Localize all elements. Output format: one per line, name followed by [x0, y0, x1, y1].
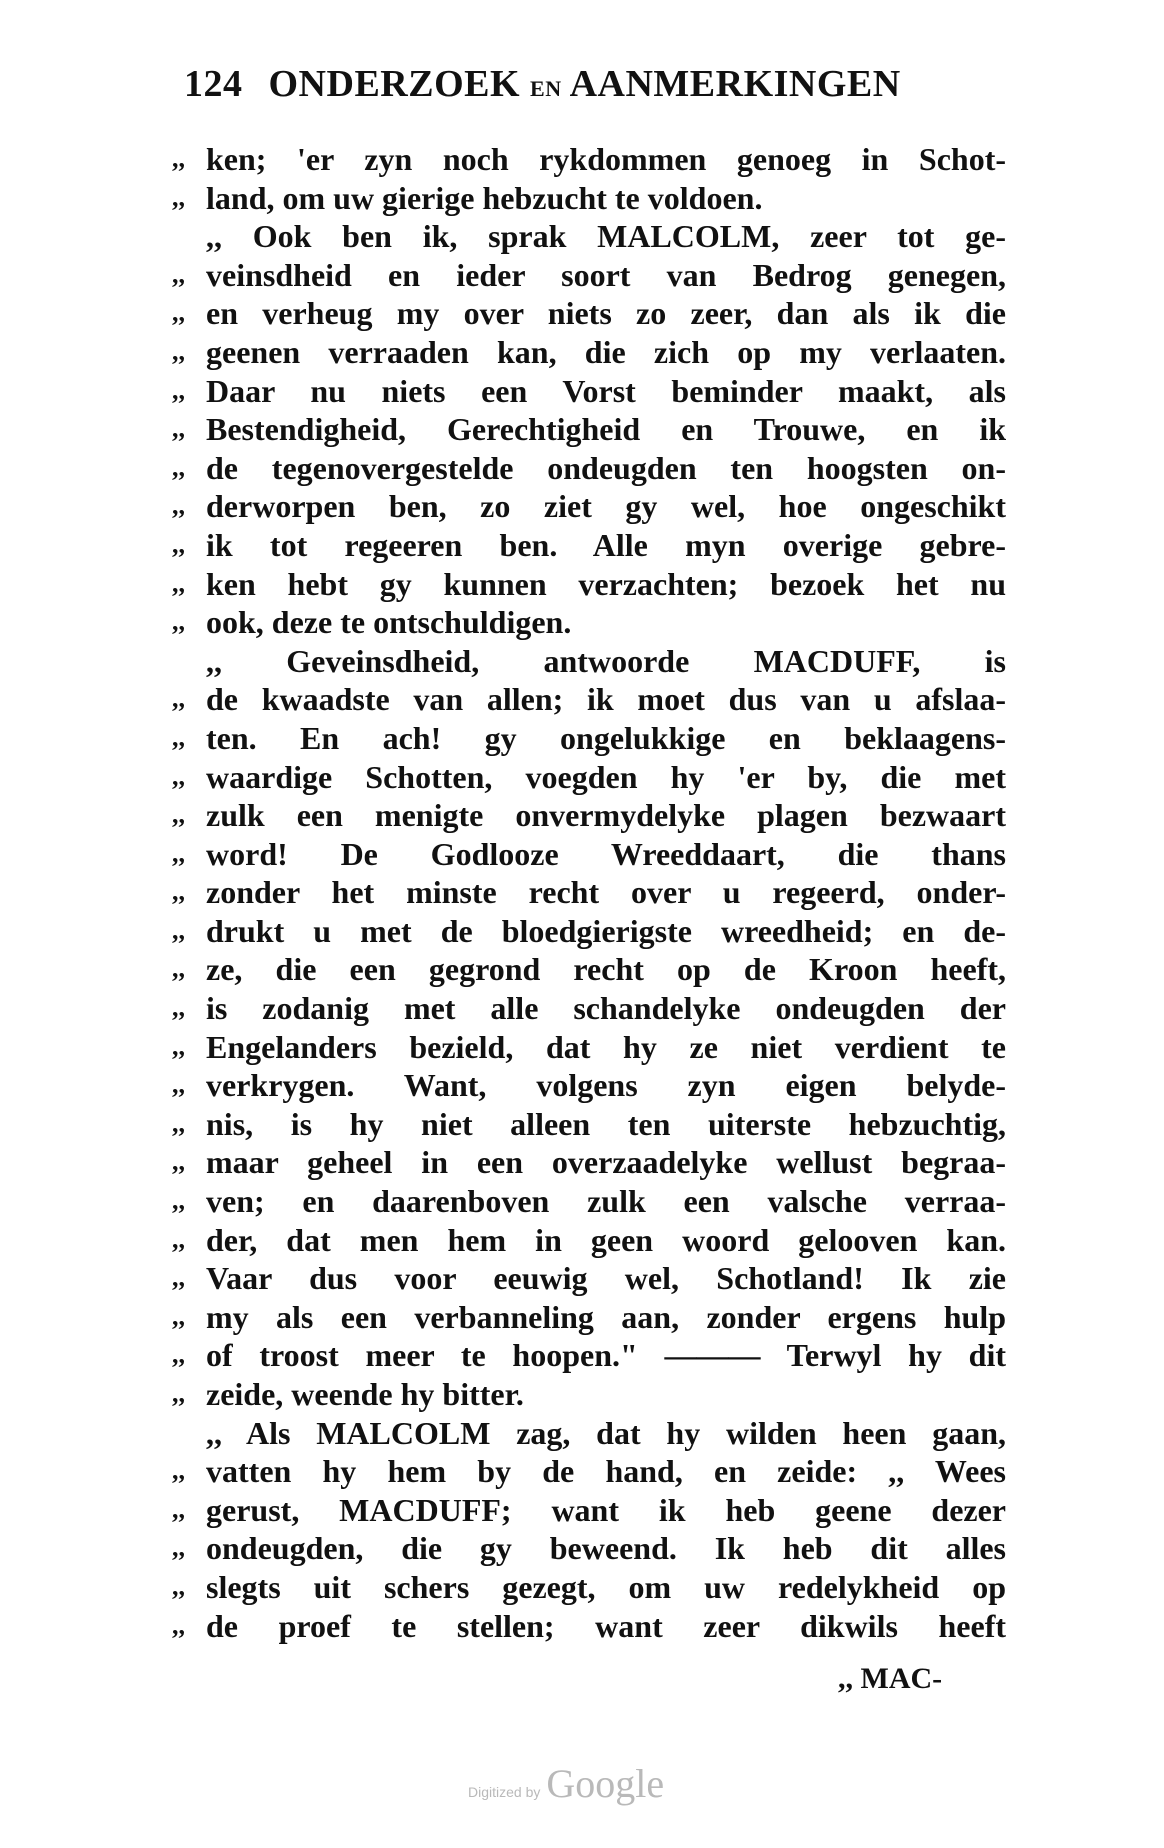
text-line [172, 1066, 1008, 1105]
text-line [172, 950, 1008, 989]
line-text: en verheug my over niets zo zeer, dan als ik die [206, 295, 1006, 332]
text-line [172, 680, 1008, 719]
quote-mark: ,, [172, 452, 185, 482]
line-text: ken hebt gy kunnen verzachten; bezoek het nu [206, 565, 1006, 602]
quote-mark: ,, [172, 1147, 185, 1177]
text-line [172, 1375, 1008, 1414]
text-line [172, 410, 1008, 449]
text-line [172, 912, 1008, 951]
line-text: my als een verbanneling aan, zonder ergens hulp [206, 1298, 1006, 1335]
quote-mark: ,, [172, 375, 185, 405]
running-title-part1: ONDERZOEK [268, 63, 521, 105]
line-text: gerust, MACDUFF; want ik heb geene dezer [206, 1491, 1006, 1528]
quote-mark: ,, [172, 529, 185, 559]
quote-mark: ,, [172, 838, 185, 868]
line-text: Daar nu niets een Vorst beminder maakt, als [206, 372, 1006, 409]
text-line [172, 565, 1008, 604]
text-line [172, 1529, 1008, 1568]
quote-mark: ,, [172, 491, 185, 521]
text-line [172, 1182, 1008, 1221]
text-line [172, 873, 1008, 912]
quote-mark: ,, [172, 182, 185, 212]
running-title-conjunction: EN [530, 76, 562, 101]
quote-mark: ,, [172, 1379, 185, 1408]
line-text: drukt u met de bloedgierigste wreedheid; en de- [206, 912, 1006, 949]
text-line [172, 140, 1008, 179]
quote-mark: ,, [172, 954, 185, 984]
text-line [172, 1259, 1008, 1298]
line-text: derworpen ben, zo ziet gy wel, hoe ongeschikt [206, 488, 1006, 525]
quote-mark: ,, [172, 915, 185, 945]
quote-mark: ,, [172, 1263, 185, 1293]
line-text: land, om uw gierige hebzucht te voldoen. [206, 179, 763, 216]
text-line [172, 758, 1008, 797]
line-text: zulk een menigte onvermydelyke plagen bezwaart [206, 797, 1006, 834]
line-text: Vaar dus voor eeuwig wel, Schotland! Ik zie [206, 1260, 1006, 1297]
text-line [172, 1452, 1008, 1491]
line-text: is zodanig met alle schandelyke ondeugden der [206, 990, 1006, 1027]
quote-mark: ,, [172, 761, 185, 791]
text-line [172, 526, 1008, 565]
line-text: nis, is hy niet alleen ten uiterste hebzuchtig, [206, 1105, 1006, 1142]
quote-mark: ,, [172, 1224, 185, 1254]
text-line [172, 835, 1008, 874]
quote-mark: ,, [172, 1610, 185, 1640]
line-text: ondeugden, die gy beweend. Ik heb dit alles [206, 1530, 1006, 1567]
text-line [172, 989, 1008, 1028]
line-text: ven; en daarenboven zulk een valsche verraa- [206, 1183, 1006, 1220]
text-line [172, 1298, 1008, 1337]
line-text: ook, deze te ontschuldigen. [206, 604, 572, 641]
page-number: 124 [184, 63, 243, 105]
quote-mark: ,, [172, 336, 185, 366]
line-text: ten. En ach! gy ongelukkige en beklaagens- [206, 719, 1006, 756]
watermark-logo-text: Google [546, 1761, 665, 1806]
text-line [172, 294, 1008, 333]
quote-mark: ,, [172, 1070, 185, 1100]
quote-mark: ,, [172, 993, 185, 1023]
quote-mark: ,, [172, 1301, 185, 1331]
text-line [172, 1336, 1008, 1375]
text-line [172, 796, 1008, 835]
watermark-prefix: Digitized by [468, 1784, 541, 1800]
text-line [172, 1028, 1008, 1067]
text-line [172, 1414, 1008, 1453]
quote-mark: ,, [172, 1186, 185, 1216]
text-line [172, 1491, 1008, 1530]
line-text: geenen verraaden kan, die zich op my verlaaten. [206, 333, 1006, 370]
line-text: veinsdheid en ieder soort van Bedrog genegen, [206, 256, 1006, 293]
quote-mark: ,, [172, 684, 185, 714]
text-line [172, 1568, 1008, 1607]
text-line [172, 372, 1008, 411]
body-text [172, 140, 1008, 1740]
quote-mark: ,, [172, 414, 185, 444]
line-text: zonder het minste recht over u regeerd, onder- [206, 874, 1006, 911]
quote-mark: ,, [172, 607, 185, 637]
line-text: maar geheel in een overzaadelyke wellust begraa- [206, 1144, 1006, 1181]
line-text: de tegenovergestelde ondeugden ten hoogsten on- [206, 449, 1006, 486]
text-line [172, 1607, 1008, 1646]
line-text: vatten hy hem by de hand, en zeide: ,, Wees [206, 1453, 1006, 1490]
quote-mark: ,, [172, 1456, 185, 1486]
text-line [172, 719, 1008, 758]
line-text: verkrygen. Want, volgens zyn eigen belyde- [206, 1067, 1006, 1104]
quote-mark: ,, [172, 568, 185, 598]
line-text: de proef te stellen; want zeer dikwils heeft [206, 1607, 1006, 1644]
line-text: Engelanders bezield, dat hy ze niet verdient te [206, 1028, 1006, 1065]
quote-mark: ,, [172, 1494, 185, 1524]
text-line [172, 256, 1008, 295]
line-text: de kwaadste van allen; ik moet dus van u afslaa- [206, 681, 1006, 718]
running-title-part2: AANMERKINGEN [569, 63, 901, 105]
quote-mark: ,, [172, 1533, 185, 1563]
line-text: Bestendigheid, Gerechtigheid en Trouwe, en ik [206, 411, 1006, 448]
line-text: ,, Ook ben ik, sprak MALCOLM, zeer tot ge- [206, 218, 1006, 255]
line-text: ,, Geveinsdheid, antwoorde MACDUFF, is [206, 642, 1006, 679]
text-line [172, 179, 1008, 218]
line-text: of troost meer te hoopen." ——— Terwyl hy dit [206, 1337, 1006, 1374]
text-line [172, 487, 1008, 526]
running-header [184, 62, 1004, 122]
quote-mark: ,, [172, 800, 185, 830]
line-text: ik tot regeeren ben. Alle myn overige gebre- [206, 526, 1006, 563]
line-text: ze, die een gegrond recht op de Kroon heeft, [206, 951, 1006, 988]
text-line [172, 333, 1008, 372]
quote-mark: ,, [172, 144, 185, 173]
text-line [172, 1105, 1008, 1144]
text-line [172, 642, 1008, 681]
quote-mark: ,, [172, 1108, 185, 1138]
quote-mark: ,, [172, 722, 185, 752]
text-line [172, 217, 1008, 256]
line-text: ,, Als MALCOLM zag, dat hy wilden heen gaan, [206, 1414, 1006, 1451]
line-text: zeide, weende hy bitter. [206, 1376, 524, 1412]
line-text: der, dat men hem in geen woord gelooven kan. [206, 1221, 1006, 1258]
text-line [172, 449, 1008, 488]
quote-mark: ,, [172, 1031, 185, 1061]
quote-mark: ,, [172, 1340, 185, 1370]
catchword: ,, MAC- [838, 1662, 943, 1695]
line-text: waardige Schotten, voegden hy 'er by, die met [206, 758, 1006, 795]
text-line [172, 1143, 1008, 1182]
digitization-watermark [468, 1760, 664, 1807]
quote-mark: ,, [172, 877, 185, 907]
line-text: slegts uit schers gezegt, om uw redelykheid op [206, 1568, 1006, 1605]
quote-mark: ,, [172, 259, 185, 289]
text-line [172, 1221, 1008, 1260]
text-line [172, 603, 1008, 642]
quote-mark: ,, [172, 1571, 185, 1601]
line-text: word! De Godlooze Wreeddaart, die thans [206, 835, 1006, 872]
quote-mark: ,, [172, 298, 185, 328]
line-text: ken; 'er zyn noch rykdommen genoeg in Schot- [206, 141, 1006, 177]
